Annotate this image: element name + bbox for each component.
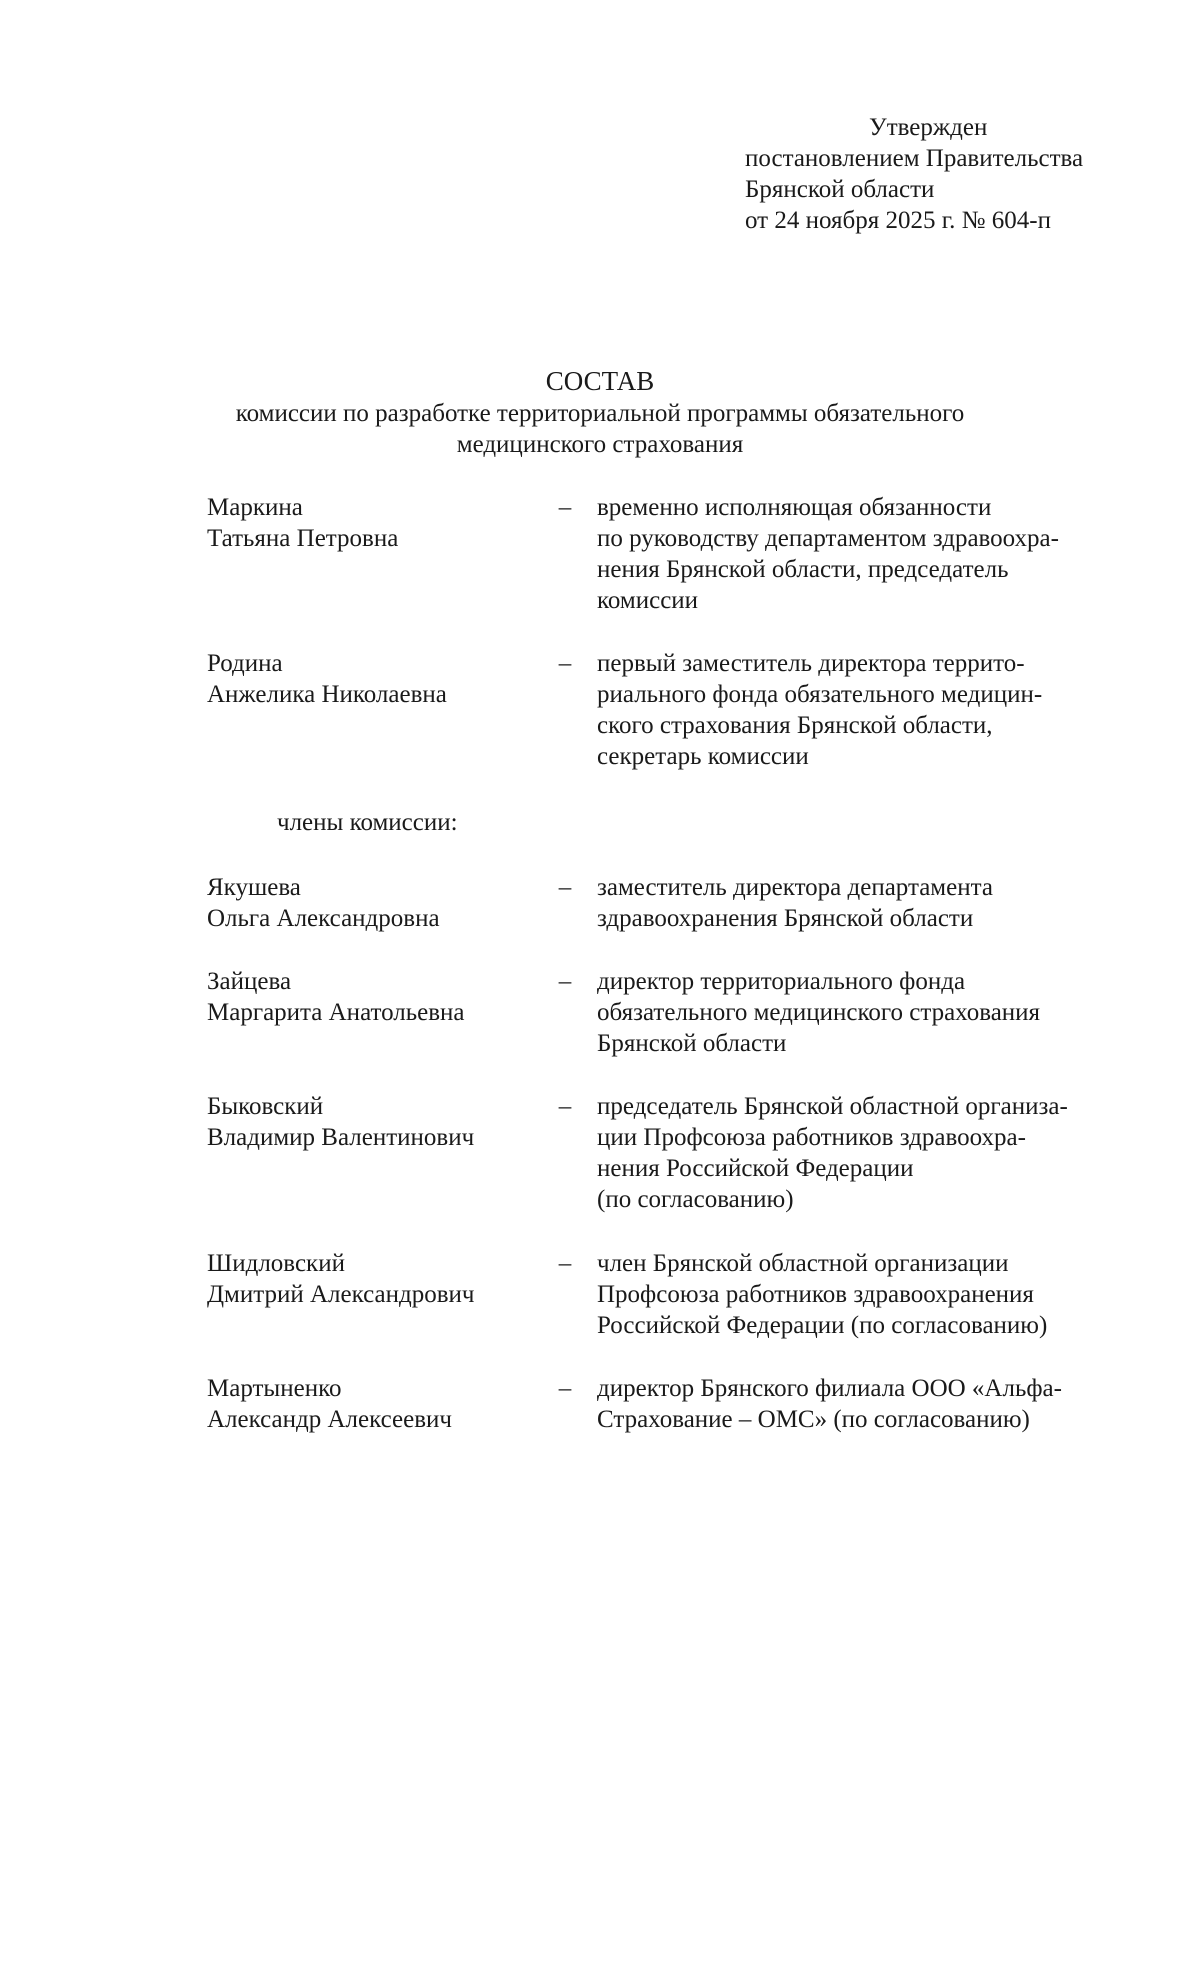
position-line: (по согласованию) [597,1186,794,1213]
member-given-names: Маргарита Анатольевна [207,999,465,1026]
approval-line: Брянской области [745,176,935,203]
dash-separator: – [558,1250,572,1277]
member-position [597,1248,1127,1341]
position-line: член Брянской областной организации [597,1250,1009,1277]
member-given-names: Анжелика Николаевна [207,681,447,708]
document-heading [150,364,1050,460]
position-line: председатель Брянской областной организа- [597,1093,1068,1120]
approval-date-number: от 24 ноября 2025 г. № 604-п [745,207,1051,234]
position-line: секретарь комиссии [597,743,809,770]
member-surname: Якушева [207,874,301,901]
dash-separator: – [558,968,572,995]
member-surname: Быковский [207,1093,324,1120]
position-line: Брянской области [597,1030,787,1057]
member-surname: Шидловский [207,1250,345,1277]
position-line: временно исполняющая обязанности [597,494,992,521]
document-subtitle-line: медицинского страхования [456,431,744,458]
member-position [597,492,1127,616]
member-position [597,966,1127,1059]
approval-line: Утвержден [869,114,988,141]
member-position [597,872,1127,934]
position-line: Страхование – ОМС» (по согласованию) [597,1406,1030,1433]
member-name [207,1373,547,1435]
member-given-names: Ольга Александровна [207,905,440,932]
member-position [597,1373,1127,1435]
position-line: по руководству департаментом здравоохра- [597,525,1059,552]
member-given-names: Александр Алексеевич [207,1406,452,1433]
member-surname: Зайцева [207,968,292,995]
approval-line: постановлением Правительства [745,145,1084,172]
document-subtitle-line: комиссии по разработке территориальной программы обязательного [235,400,965,427]
position-line: обязательного медицинского страхования [597,999,1041,1026]
position-line: комиссии [597,587,699,614]
dash-separator: – [558,650,572,677]
member-surname: Маркина [207,494,303,521]
dash-separator: – [558,494,572,521]
member-name [207,492,547,554]
position-line: риального фонда обязательного медицин- [597,681,1043,708]
position-line: ского страхования Брянской области, [597,712,993,739]
position-line: заместитель директора департамента [597,874,993,901]
position-line: нения Брянской области, председатель [597,556,1009,583]
position-line: нения Российской Федерации [597,1155,914,1182]
member-given-names: Дмитрий Александрович [207,1281,475,1308]
position-line: здравоохранения Брянской области [597,905,974,932]
position-line: первый заместитель директора террито- [597,650,1025,677]
approval-block [745,112,1185,236]
members-label: члены комиссии: [277,809,458,836]
member-position [597,1091,1127,1215]
member-name [207,1248,547,1310]
position-line: ции Профсоюза работников здравоохра- [597,1124,1026,1151]
member-position [597,648,1127,772]
member-surname: Родина [207,650,283,677]
member-name [207,1091,547,1153]
dash-separator: – [558,1375,572,1402]
dash-separator: – [558,874,572,901]
member-name [207,966,547,1028]
member-given-names: Владимир Валентинович [207,1124,475,1151]
position-line: Профсоюза работников здравоохранения [597,1281,1034,1308]
dash-separator: – [558,1093,572,1120]
member-name [207,648,547,710]
position-line: директор территориального фонда [597,968,966,995]
position-line: Российской Федерации (по согласованию) [597,1312,1048,1339]
document-title: СОСТАВ [545,366,655,396]
member-given-names: Татьяна Петровна [207,525,399,552]
member-name [207,872,547,934]
member-surname: Мартыненко [207,1375,342,1402]
position-line: директор Брянского филиала ООО «Альфа- [597,1375,1062,1402]
